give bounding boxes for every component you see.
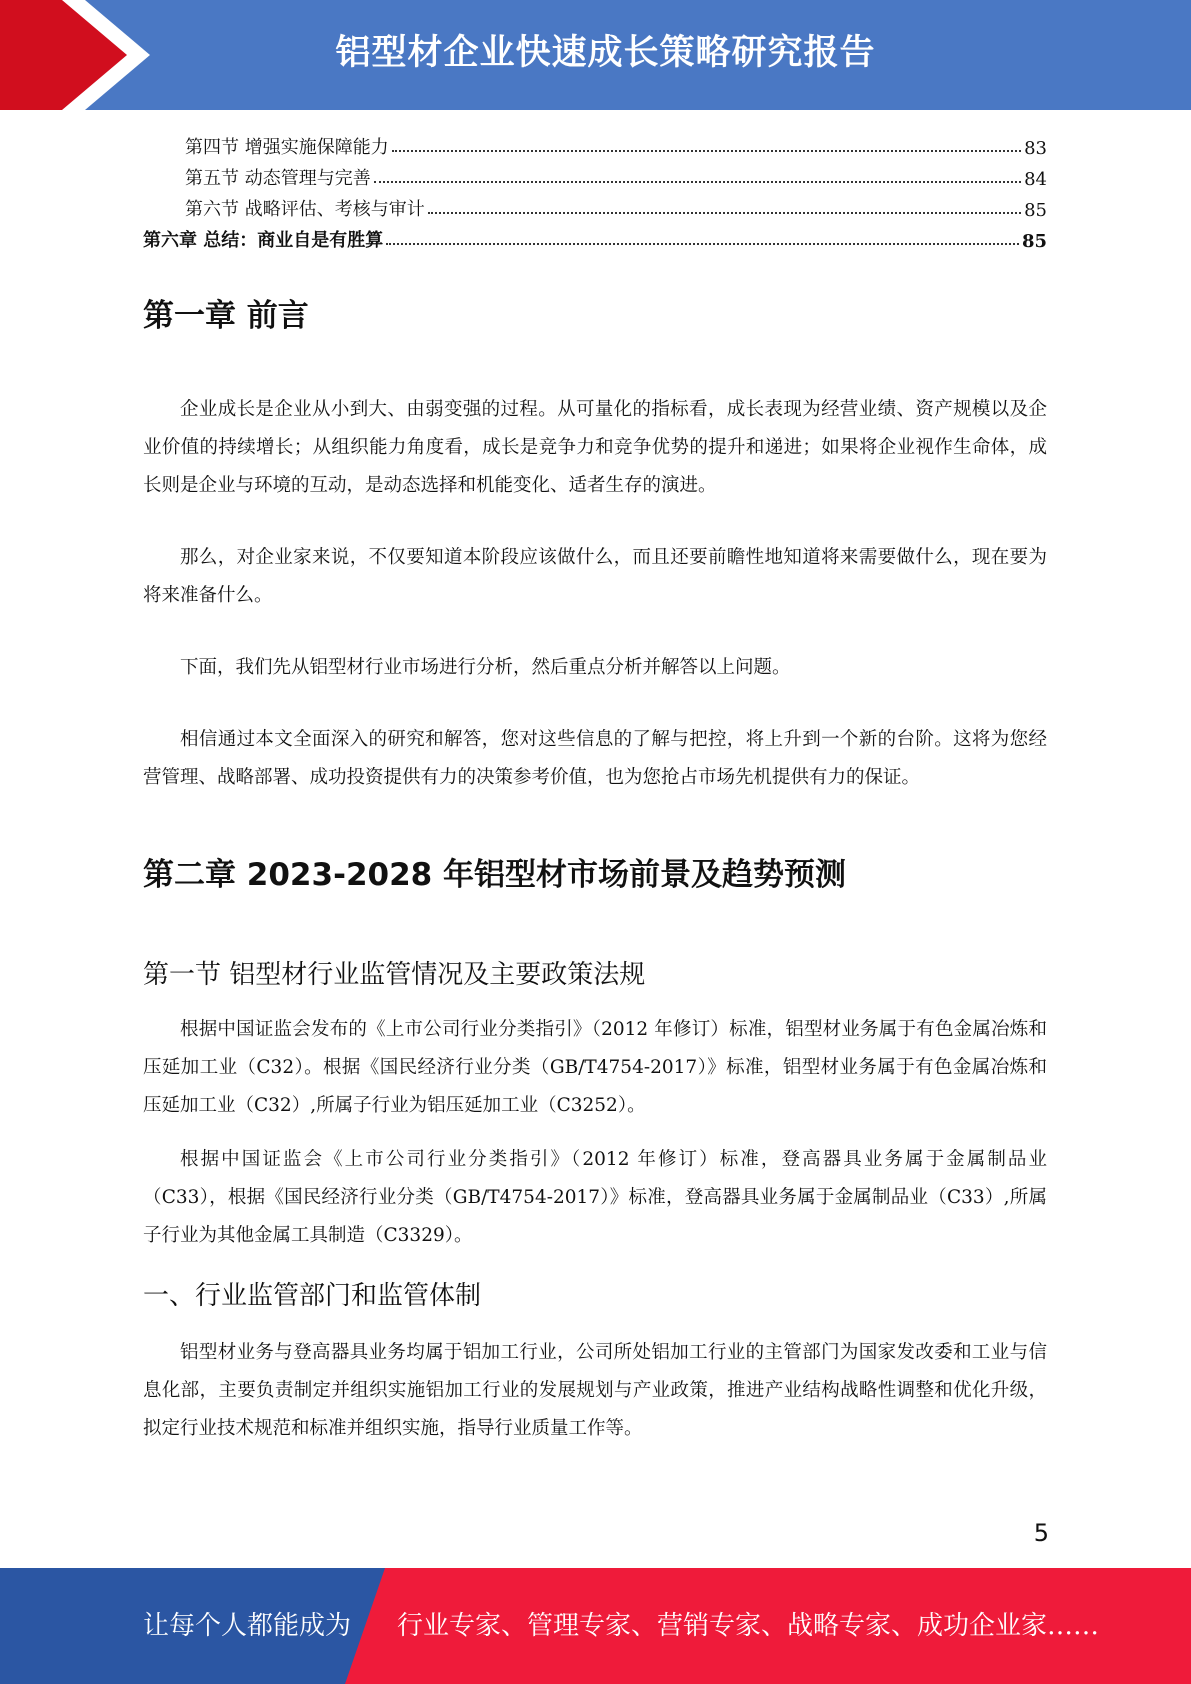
paragraph: 下面，我们先从铝型材行业市场进行分析，然后重点分析并解答以上问题。 bbox=[180, 657, 791, 678]
paragraph: 根据中国证监会《上市公司行业分类指引》（2012 年修订）标准，登高器具业务属于金属制品业（C33），根据《国民经济行业分类（GB/T4754-2017）》标准，登高器具业务属于金属制品业（C33）,所属子行业为其他金属工具制造（C3329）。 bbox=[143, 1149, 1047, 1246]
subsection-heading: 一、行业监管部门和监管体制 bbox=[143, 1281, 482, 1311]
toc-leader bbox=[374, 181, 1021, 183]
toc-page: 83 bbox=[1024, 138, 1047, 159]
paragraph: 相信通过本文全面深入的研究和解答，您对这些信息的了解与把控，将上升到一个新的台阶。这将为您经营管理、战略部署、成功投资提供有力的决策参考价值，也为您抢占市场先机提供有力的保证。 bbox=[143, 729, 1047, 788]
toc-label: 第四节 增强实施保障能力 bbox=[185, 137, 389, 158]
chapter-2-heading: 第二章 2023-2028 年铝型材市场前景及趋势预测 bbox=[143, 857, 847, 893]
toc-entry[interactable] bbox=[143, 128, 1047, 159]
toc-leader bbox=[392, 150, 1021, 152]
toc-entry[interactable] bbox=[143, 159, 1047, 190]
section-1-heading: 第一节 铝型材行业监管情况及主要政策法规 bbox=[143, 960, 646, 990]
chapter-1-heading: 第一章 前言 bbox=[143, 298, 309, 334]
page-number: 5 bbox=[1033, 1519, 1049, 1547]
report-title: 铝型材企业快速成长策略研究报告 bbox=[335, 33, 876, 73]
toc-page: 85 bbox=[1021, 231, 1047, 252]
table-of-contents bbox=[143, 128, 1047, 252]
toc-label: 第六节 战略评估、考核与审计 bbox=[185, 199, 425, 220]
toc-entry[interactable] bbox=[143, 190, 1047, 221]
document-body bbox=[143, 290, 1047, 1448]
paragraph: 企业成长是企业从小到大、由弱变强的过程。从可量化的指标看，成长表现为经营业绩、资产规模以及企业价值的持续增长；从组织能力角度看，成长是竞争力和竞争优势的提升和递进；如果将企业视作生命体，成长则是企业与环境的互动，是动态选择和机能变化、适者生存的演进。 bbox=[143, 399, 1047, 496]
toc-page: 84 bbox=[1024, 169, 1047, 190]
footer-slogan-left: 让每个人都能成为 bbox=[143, 1611, 352, 1641]
toc-page: 85 bbox=[1024, 200, 1047, 221]
toc-entry-chapter[interactable] bbox=[143, 221, 1047, 252]
toc-leader bbox=[428, 212, 1021, 214]
page-header bbox=[0, 0, 1191, 110]
toc-label: 第六章 总结：商业自是有胜算 bbox=[143, 230, 384, 251]
paragraph: 那么，对企业家来说，不仅要知道本阶段应该做什么，而且还要前瞻性地知道将来需要做什么，现在要为将来准备什么。 bbox=[143, 547, 1047, 606]
toc-label: 第五节 动态管理与完善 bbox=[185, 168, 371, 189]
page-footer bbox=[0, 1568, 1191, 1684]
paragraph: 根据中国证监会发布的《上市公司行业分类指引》（2012 年修订）标准，铝型材业务属于有色金属冶炼和压延加工业（C32）。根据《国民经济行业分类（GB/T4754-2017）》标准，铝型材业务属于有色金属冶炼和压延加工业（C32）,所属子行业为铝压延加工业（C3252）。 bbox=[143, 1019, 1047, 1116]
paragraph: 铝型材业务与登高器具业务均属于铝加工行业，公司所处铝加工行业的主管部门为国家发改委和工业与信息化部，主要负责制定并组织实施铝加工行业的发展规划与产业政策，推进产业结构战略性调整和优化升级，拟定行业技术规范和标准并组织实施，指导行业质量工作等。 bbox=[143, 1342, 1047, 1439]
footer-slogan-right: 行业专家、管理专家、营销专家、战略专家、成功企业家…… bbox=[397, 1611, 1100, 1641]
toc-leader bbox=[386, 243, 1019, 245]
